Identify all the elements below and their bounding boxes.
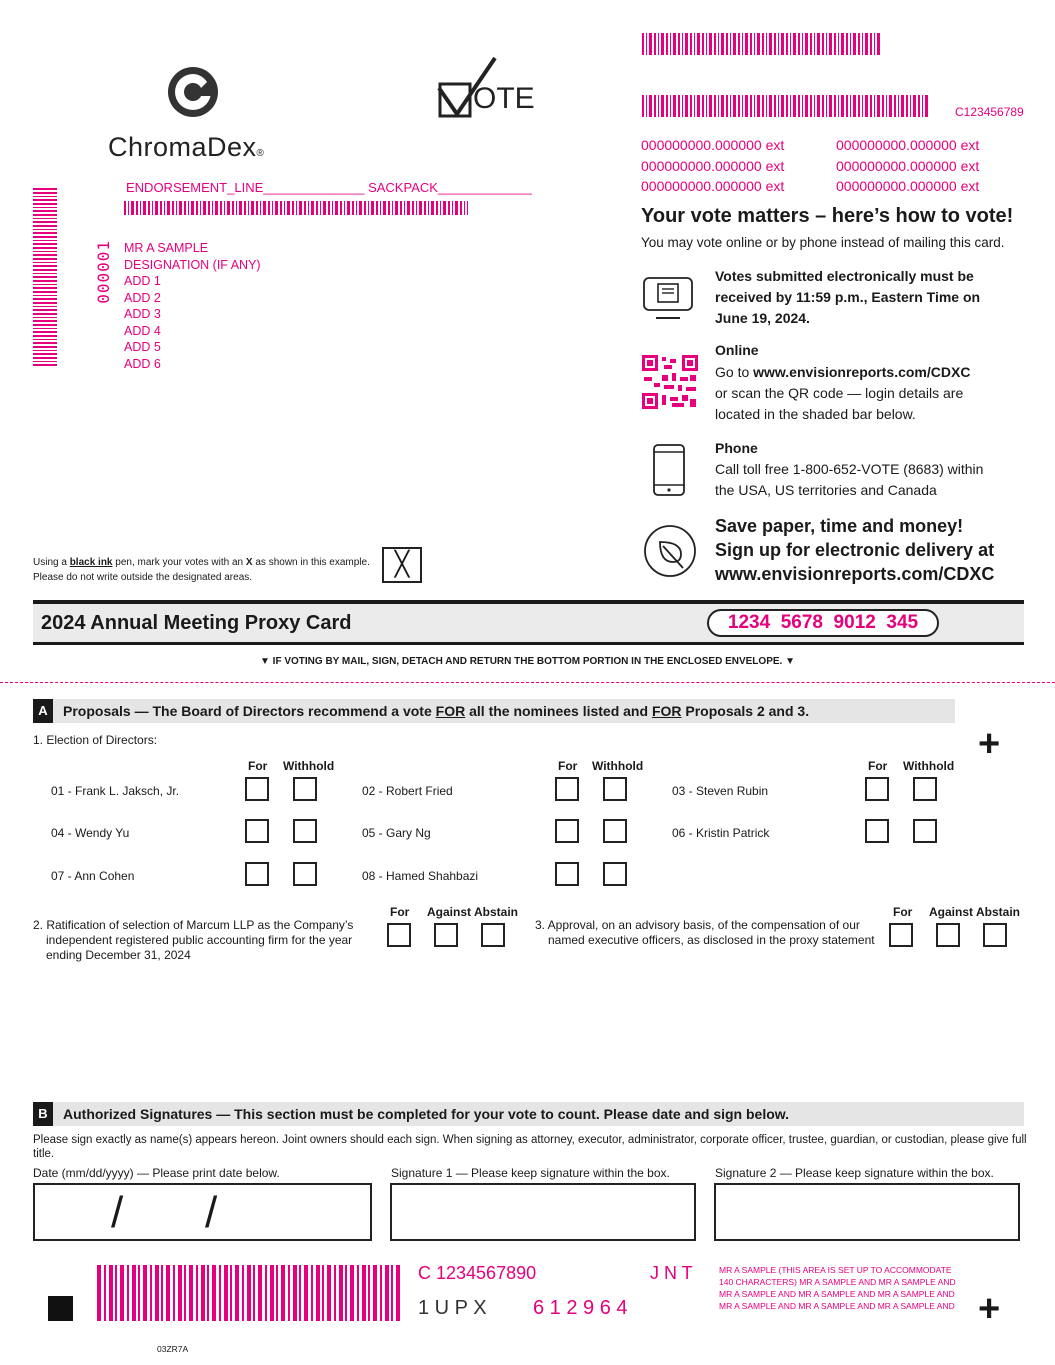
date-label: Date (mm/dd/yyyy) — Please print date below. xyxy=(33,1166,280,1180)
signature-2-label: Signature 2 — Please keep signature within the box. xyxy=(715,1166,994,1180)
vote-logo xyxy=(437,56,547,120)
signature-1-label: Signature 1 — Please keep signature within the box. xyxy=(391,1166,670,1180)
signature-1-field[interactable] xyxy=(390,1183,696,1241)
for-checkbox[interactable] xyxy=(245,777,269,801)
for-checkbox[interactable] xyxy=(865,819,889,843)
withhold-checkbox[interactable] xyxy=(293,819,317,843)
nominee-name: 05 - Gary Ng xyxy=(362,826,431,840)
abstain-checkbox[interactable] xyxy=(481,923,505,947)
sequence-number: 000001 xyxy=(94,240,113,304)
address-line: ADD 2 xyxy=(124,290,161,305)
phone-title: Phone xyxy=(715,440,758,456)
online-title: Online xyxy=(715,342,759,358)
col-abstain: Abstain xyxy=(976,905,1021,919)
online-url-link[interactable]: www.envisionreports.com/CDXC xyxy=(753,364,971,380)
date-slash: / xyxy=(205,1188,218,1237)
for-checkbox[interactable] xyxy=(555,777,579,801)
mailing-address xyxy=(124,240,261,372)
col-for: For xyxy=(893,905,913,919)
address-line: ADD 3 xyxy=(124,307,161,321)
example-x-mark: ╳ xyxy=(394,551,410,578)
address-line: ADD 5 xyxy=(124,340,161,354)
chromadex-logo-icon xyxy=(163,66,223,118)
col-for: For xyxy=(248,759,268,773)
section-a-title: Proposals — The Board of Directors recommend a vote FOR all the nominees listed and FOR Proposals 2 and 3. xyxy=(63,703,810,719)
endorsement-line: ENDORSEMENT_LINE______________ SACKPACK_____________ xyxy=(126,180,532,195)
for-checkbox[interactable] xyxy=(245,862,269,886)
col-withhold: Withhold xyxy=(283,759,335,773)
vote-logo-text: OTE xyxy=(473,82,535,115)
nominee-name: 04 - Wendy Yu xyxy=(51,826,130,840)
address-line: MR A SAMPLE xyxy=(124,241,209,255)
electronic-delivery: Save paper, time and money! Sign up for electronic delivery at www.envisionreports.com/CDXC xyxy=(715,516,995,584)
nominee-name: 01 - Frank L. Jaksch, Jr. xyxy=(51,784,180,798)
vote-subheading: You may vote online or by phone instead of mailing this card. xyxy=(641,235,1005,250)
vote-heading: Your vote matters – here’s how to vote! xyxy=(641,205,1014,227)
top-barcode xyxy=(642,33,880,55)
address-line: ADD 1 xyxy=(124,274,161,288)
col-against: Against xyxy=(427,905,472,919)
deadline-text: Votes submitted electronically must be received by 11:59 p.m., Eastern Time on June 19, 2024. xyxy=(715,268,981,326)
nominee-name: 06 - Kristin Patrick xyxy=(672,826,770,840)
nominee-name: 02 - Robert Fried xyxy=(362,784,453,798)
withhold-checkbox[interactable] xyxy=(293,777,317,801)
col-withhold: Withhold xyxy=(592,759,644,773)
online-text: Go to www.envisionreports.com/CDXC or scan the QR code — login details are located in the shaded bar below. xyxy=(715,364,971,422)
delivery-url-link[interactable]: www.envisionreports.com/CDXC xyxy=(715,564,995,584)
col-for: For xyxy=(558,759,578,773)
for-checkbox[interactable] xyxy=(555,819,579,843)
nominee-name: 07 - Ann Cohen xyxy=(51,869,135,883)
qr-code-icon[interactable] xyxy=(642,355,698,414)
control-number: 1234 5678 9012 345 xyxy=(707,609,939,637)
document-code: 03ZR7A xyxy=(157,1344,189,1354)
section-b-title: Authorized Signatures — This section must be completed for your vote to count. Please date and sign below. xyxy=(63,1106,790,1122)
footer-barcode xyxy=(97,1265,403,1321)
against-checkbox[interactable] xyxy=(936,923,960,947)
signature-instructions: Please sign exactly as name(s) appears hereon. Joint owners should each sign. When signing as attorney, executor, administrator, corporate officer, trustee, guardian, or custodian, please give full title. xyxy=(33,1134,1027,1160)
ext-lines-right: 000000000.000000 ext 000000000.000000 ext 000000000.000000 ext xyxy=(836,137,980,194)
withhold-checkbox[interactable] xyxy=(603,777,627,801)
against-checkbox[interactable] xyxy=(434,923,458,947)
for-checkbox[interactable] xyxy=(555,862,579,886)
for-checkbox[interactable] xyxy=(387,923,411,947)
withhold-checkbox[interactable] xyxy=(603,862,627,886)
election-label: 1. Election of Directors: xyxy=(33,733,158,747)
ext-lines-left: 000000000.000000 ext 000000000.000000 ext 000000000.000000 ext xyxy=(641,137,785,194)
example-mark-box xyxy=(382,547,422,583)
withhold-checkbox[interactable] xyxy=(603,819,627,843)
address-line: DESIGNATION (IF ANY) xyxy=(124,257,261,272)
company-name: ChromaDex® xyxy=(108,132,265,162)
job-number: 6 1 2 9 6 4 xyxy=(533,1297,628,1319)
phone-text: Call toll free 1-800-652-VOTE (8683) within the USA, US territories and Canada xyxy=(715,461,984,498)
plus-mark: + xyxy=(978,1288,1001,1330)
ink-instructions: Using a black ink pen, mark your votes with an X as shown in this example. Please do not write outside the designated areas. xyxy=(33,557,370,583)
jnt-code: J N T xyxy=(650,1263,693,1283)
plus-mark: + xyxy=(978,723,1001,765)
abstain-checkbox[interactable] xyxy=(983,923,1007,947)
proposal-2-text: 2. Ratification of selection of Marcum LLP as the Company’s independent registered public accounting firm for the year ending December 31, 2024 xyxy=(33,918,354,962)
proxy-card-title: 2024 Annual Meeting Proxy Card xyxy=(41,612,352,634)
col-abstain: Abstain xyxy=(474,905,519,919)
postal-barcode xyxy=(124,201,468,215)
for-checkbox[interactable] xyxy=(889,923,913,947)
for-checkbox[interactable] xyxy=(865,777,889,801)
registration-mark xyxy=(48,1296,73,1321)
leaf-icon xyxy=(643,524,697,583)
perforation-line xyxy=(0,682,1055,683)
withhold-checkbox[interactable] xyxy=(913,777,937,801)
detach-instruction: ▼ IF VOTING BY MAIL, SIGN, DETACH AND RETURN THE BOTTOM PORTION IN THE ENCLOSED ENVELOPE. ▼ xyxy=(259,656,795,667)
address-line: ADD 4 xyxy=(124,323,161,338)
sample-name-block: MR A SAMPLE (THIS AREA IS SET UP TO ACCOMMODATE 140 CHARACTERS) MR A SAMPLE AND MR A SAMPLE AND MR A SAMPLE AND MR A SAMPLE AND MR A SAMPLE AND MR A SAMPLE AND MR A SAMPLE AND MR A SAMPLE AND xyxy=(719,1265,956,1311)
nominee-name: 03 - Steven Rubin xyxy=(672,784,769,798)
withhold-checkbox[interactable] xyxy=(293,862,317,886)
col-withhold: Withhold xyxy=(903,759,955,773)
form-code: 1 U P X xyxy=(418,1297,487,1319)
company-logo xyxy=(108,66,298,166)
proposal-3-text: 3. Approval, on an advisory basis, of the compensation of our named executive officers, as disclosed in the proxy statement xyxy=(535,918,875,947)
side-barcode xyxy=(33,188,57,366)
nominee-name: 08 - Hamed Shahbazi xyxy=(362,869,479,883)
section-a-letter: A xyxy=(33,699,53,723)
col-against: Against xyxy=(929,905,974,919)
withhold-checkbox[interactable] xyxy=(913,819,937,843)
account-number: C 1234567890 xyxy=(418,1263,537,1283)
date-slash: / xyxy=(111,1188,124,1237)
phone-icon xyxy=(652,443,686,502)
id-barcode xyxy=(642,95,930,117)
col-for: For xyxy=(868,759,888,773)
barcode-id: C123456789 xyxy=(955,105,1024,119)
date-field[interactable] xyxy=(33,1183,372,1241)
address-line: ADD 6 xyxy=(124,356,161,371)
signature-2-field[interactable] xyxy=(714,1183,1020,1241)
monitor-icon xyxy=(642,276,694,327)
section-b-letter: B xyxy=(33,1102,53,1126)
proxy-card-bar xyxy=(33,600,1024,645)
for-checkbox[interactable] xyxy=(245,819,269,843)
col-for: For xyxy=(390,905,410,919)
